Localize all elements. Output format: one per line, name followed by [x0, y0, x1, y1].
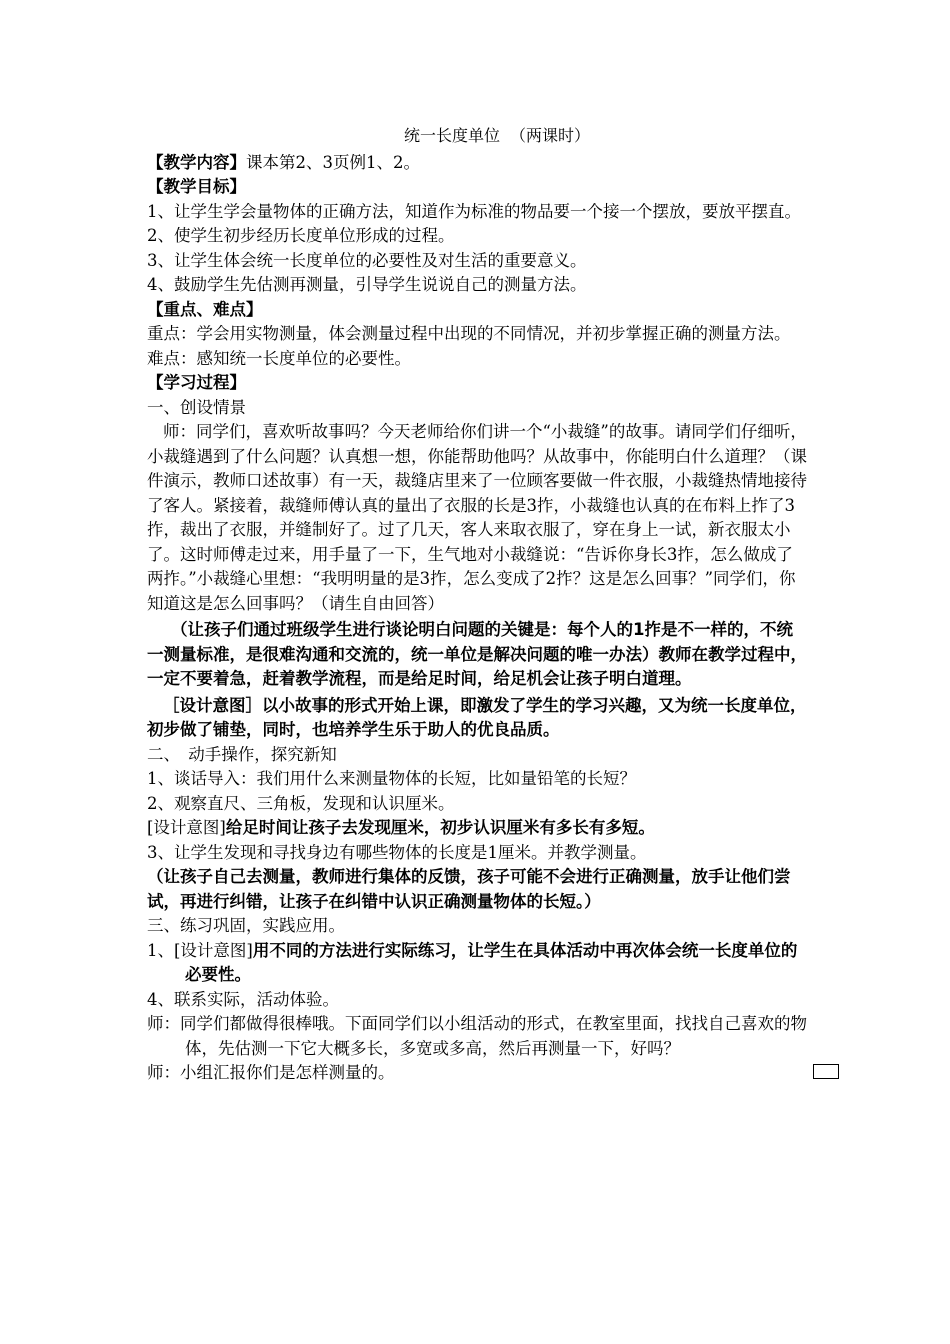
section3-item1-text: 用不同的方法进行实际练习，让学生在具体活动中再次体会统一长度单位的必要性。	[185, 940, 798, 984]
title-main: 统一长度单位	[403, 126, 500, 145]
goal-item: 1、让学生学会量物体的正确方法，知道作为标准的物品要一个接一个摆放，要放平摆直。	[147, 201, 801, 221]
section2-item3: 3、让学生发现和寻找身边有哪些物体的长度是1厘米。并教学测量。	[147, 842, 647, 862]
section3-item1-prefix: 1、[设计意图]	[147, 940, 253, 960]
section2-design-text: 给足时间让孩子去发现厘米，初步认识厘米有多长有多短。	[225, 818, 655, 837]
section1-design: ［设计意图］以小故事的形式开始上课，即激发了学生的学习兴趣，又为统一长度单位，初步做了铺垫，同时，也培养学生乐于助人的优良品质。	[147, 695, 807, 739]
section2-title: 二、 动手操作，探究新知	[147, 744, 337, 764]
key-label: 【重点、难点】	[147, 299, 263, 319]
teacher-line-2: 师：小组汇报你们是怎样测量的。	[147, 1063, 395, 1082]
content-line	[147, 151, 807, 176]
section2-item: 2、观察直尺、三角板，发现和认识厘米。	[147, 793, 455, 813]
section2-note: （让孩子自己去测量，教师进行集体的反馈，孩子可能不会进行正确测量，放手让他们尝试，再进行纠错，让孩子在纠错中认识正确测量物体的长短。）	[147, 867, 791, 911]
section2-design-label: [设计意图]	[147, 818, 226, 837]
section1-story: 师：同学们，喜欢听故事吗？今天老师给你们讲一个“小裁缝”的故事。请同学们仔细听，小裁缝遇到了什么问题？认真想一想，你能帮助他吗？从故事中，你能明白什么道理？（课件演示，教师口述故事）有一天，裁缝店里来了一位顾客要做一件衣服，小裁缝热情地接待了客人。紧接着，裁缝师傅认真的量出了衣服的长是3拃，小裁缝也认真的在布料上拃了3拃，裁出了衣服，并缝制好了。过了几天，客人来取衣服了，穿在身上一试，新衣服太小了。这时师傅走过来，用手量了一下，生气地对小裁缝说：“告诉你身长3拃，怎么做成了两拃。”小裁缝心里想：“我明明量的是3拃，怎么变成了2拃？这是怎么回事？”同学们，你知道这是怎么回事吗？（请生自由回答）	[147, 422, 807, 613]
section3-title: 三、练习巩固，实践应用。	[147, 916, 345, 935]
goals-label: 【教学目标】	[147, 177, 246, 196]
goal-item: 2、使学生初步经历长度单位形成的过程。	[147, 226, 455, 245]
section3-item4: 4、联系实际，活动体验。	[147, 989, 339, 1009]
goal-item: 3、让学生体会统一长度单位的必要性及对生活的重要意义。	[147, 250, 587, 270]
process-label: 【学习过程】	[147, 373, 246, 392]
section1-note: （让孩子们通过班级学生进行谈论明白问题的关键是：每个人的1拃是不一样的，不统一测量标准，是很难沟通和交流的，统一单位是解决问题的唯一办法）教师在教学过程中，一定不要着急，赶着教学流程，而是给足时间，给足机会让孩子明白道理。	[147, 620, 807, 688]
difficult-point: 难点：感知统一长度单位的必要性。	[147, 348, 411, 368]
document-body	[147, 124, 807, 1086]
key-point: 重点：学会用实物测量，体会测量过程中出现的不同情况，并初步掌握正确的测量方法。	[147, 324, 791, 343]
section2-design-line	[147, 816, 807, 841]
goal-item: 4、鼓励学生先估测再测量，引导学生说说自己的测量方法。	[147, 275, 587, 294]
section2-item: 1、谈话导入：我们用什么来测量物体的长短，比如量铅笔的长短？	[147, 769, 636, 788]
section1-title: 一、创设情景	[147, 397, 246, 417]
section3-item1	[147, 939, 807, 988]
content-label: 【教学内容】	[147, 152, 246, 172]
content-text: 课本第2、3页例1、2。	[246, 152, 420, 172]
doc-title	[147, 124, 807, 149]
teacher-line-1: 师：同学们都做得很棒哦。下面同学们以小组活动的形式，在教室里面，找找自己喜欢的物体，先估测一下它大概多长，多宽或多高，然后再测量一下，好吗？	[147, 1014, 807, 1058]
margin-box	[813, 1064, 839, 1079]
title-sub: （两课时）	[510, 126, 591, 145]
